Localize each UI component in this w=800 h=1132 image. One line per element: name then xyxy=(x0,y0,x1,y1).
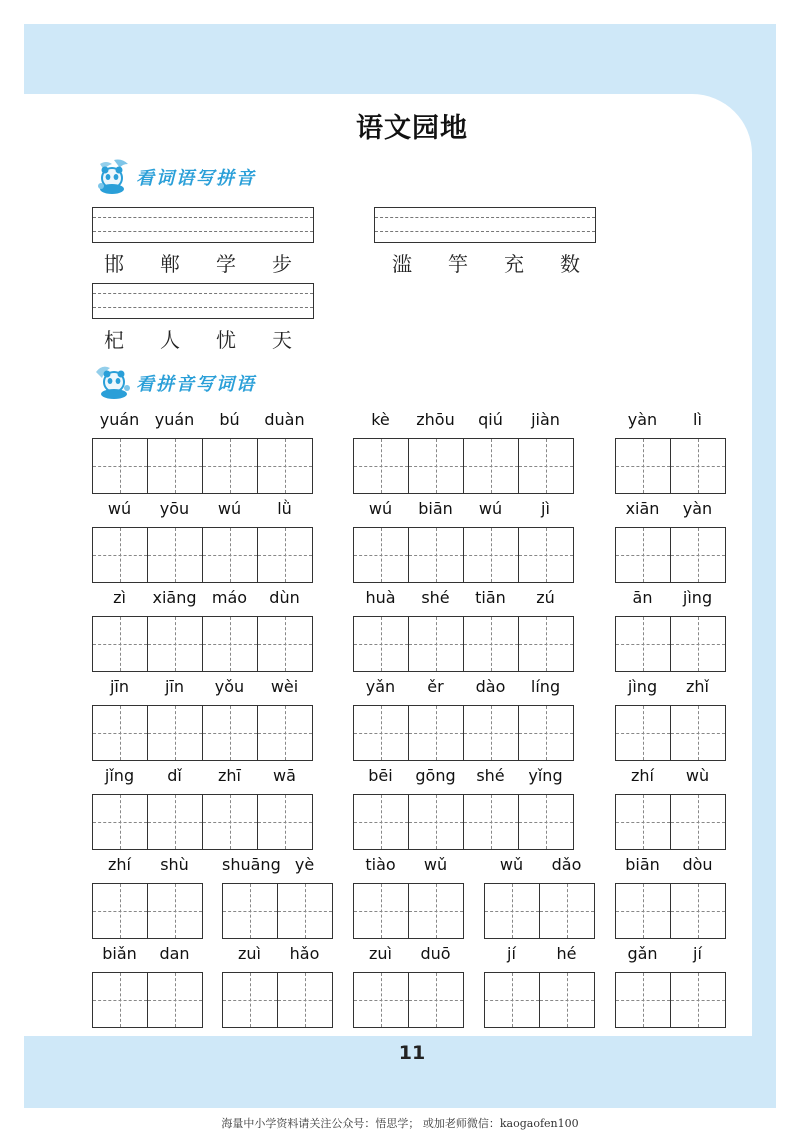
character-box[interactable] xyxy=(148,795,203,849)
pinyin-row xyxy=(92,410,312,436)
pinyin-text: zuì xyxy=(369,944,392,963)
character-box[interactable] xyxy=(258,528,313,582)
character-box[interactable] xyxy=(409,617,464,671)
pinyin-text: wù xyxy=(685,766,710,785)
pinyin-text: yè xyxy=(294,855,315,874)
character-box[interactable] xyxy=(485,884,540,938)
tian-grid-row xyxy=(353,972,464,1028)
tian-grid-row xyxy=(615,794,726,850)
character-box[interactable] xyxy=(409,884,464,938)
pinyin-row xyxy=(615,499,725,525)
word-group xyxy=(104,248,292,277)
section-label: 看词语写拼音 xyxy=(136,168,256,189)
word-char: 人 xyxy=(160,328,180,352)
tian-grid-row xyxy=(92,705,313,761)
tian-grid-row xyxy=(353,705,574,761)
pinyin-text: zhī xyxy=(218,766,241,785)
character-box[interactable] xyxy=(278,884,333,938)
pinyin-text: zú xyxy=(536,588,555,607)
tian-grid-row xyxy=(484,883,595,939)
word-char: 数 xyxy=(560,252,580,276)
tian-grid-row xyxy=(615,438,726,494)
character-box[interactable] xyxy=(671,617,726,671)
character-box[interactable] xyxy=(616,439,671,493)
character-box[interactable] xyxy=(671,973,726,1027)
character-box[interactable] xyxy=(671,884,726,938)
pinyin-text: jìng xyxy=(682,588,713,607)
character-box[interactable] xyxy=(540,884,595,938)
tian-grid-row xyxy=(615,705,726,761)
character-box[interactable] xyxy=(519,706,574,760)
character-box[interactable] xyxy=(354,884,409,938)
character-box[interactable] xyxy=(409,706,464,760)
character-box[interactable] xyxy=(616,884,671,938)
pinyin-text: shuāng xyxy=(222,855,281,874)
pinyin-row xyxy=(484,855,594,881)
pinyin-row xyxy=(222,855,332,881)
word-char: 忧 xyxy=(216,328,236,352)
pinyin-text: hǎo xyxy=(289,944,320,963)
character-box[interactable] xyxy=(203,706,258,760)
pinyin-text: biǎn xyxy=(102,944,137,963)
tian-grid-row xyxy=(615,616,726,672)
pinyin-row xyxy=(353,766,573,792)
pinyin-row xyxy=(353,499,573,525)
pinyin-text: shù xyxy=(160,855,189,874)
tian-grid-row xyxy=(615,527,726,583)
pinyin-text: wú xyxy=(107,499,132,518)
character-box[interactable] xyxy=(93,795,148,849)
character-box[interactable] xyxy=(671,706,726,760)
character-box[interactable] xyxy=(409,439,464,493)
character-box[interactable] xyxy=(258,795,313,849)
pinyin-text: zhǐ xyxy=(686,677,709,696)
character-box[interactable] xyxy=(519,439,574,493)
character-box[interactable] xyxy=(93,884,148,938)
tian-grid-row xyxy=(92,883,203,939)
pinyin-row xyxy=(615,766,725,792)
character-box[interactable] xyxy=(616,706,671,760)
character-box[interactable] xyxy=(616,528,671,582)
pinyin-text: shé xyxy=(476,766,505,785)
pinyin-text: tiān xyxy=(475,588,506,607)
character-box[interactable] xyxy=(519,528,574,582)
word-char: 滥 xyxy=(392,252,412,276)
pinyin-text: wèi xyxy=(270,677,299,696)
pinyin-text: wǔ xyxy=(499,855,524,874)
pinyin-text: qiú xyxy=(478,410,503,429)
pinyin-text: yuán xyxy=(99,410,140,429)
tian-grid-row xyxy=(484,972,595,1028)
word-char: 郸 xyxy=(160,252,180,276)
word-group xyxy=(104,324,292,353)
pinyin-text: xiān xyxy=(625,499,660,518)
character-box[interactable] xyxy=(148,439,203,493)
character-box[interactable] xyxy=(671,795,726,849)
word-group xyxy=(392,248,580,277)
pinyin-text: dòu xyxy=(682,855,713,874)
character-box[interactable] xyxy=(464,528,519,582)
character-box[interactable] xyxy=(409,973,464,1027)
pinyin-text: yǒu xyxy=(214,677,245,696)
section-label: 看拼音写词语 xyxy=(136,374,256,395)
character-box[interactable] xyxy=(203,617,258,671)
pinyin-row xyxy=(92,499,312,525)
tian-grid-row xyxy=(353,438,574,494)
pinyin-text: wú xyxy=(478,499,503,518)
pinyin-text: kè xyxy=(371,410,390,429)
tian-grid-row xyxy=(353,527,574,583)
tian-grid-row xyxy=(353,794,574,850)
pinyin-text: yǎn xyxy=(365,677,396,696)
character-box[interactable] xyxy=(464,795,519,849)
character-box[interactable] xyxy=(223,973,278,1027)
pinyin-text: huà xyxy=(365,588,396,607)
pinyin-text: yǐng xyxy=(528,766,563,785)
character-box[interactable] xyxy=(616,973,671,1027)
pinyin-row xyxy=(92,677,312,703)
pinyin-text: wǔ xyxy=(423,855,448,874)
word-char: 邯 xyxy=(104,252,124,276)
footer-note: 海量中小学资料请关注公众号：悟思学； 或加老师微信：kaogaofen100 xyxy=(221,1117,579,1130)
pinyin-text: wú xyxy=(217,499,242,518)
pinyin-text: biān xyxy=(625,855,660,874)
character-box[interactable] xyxy=(519,795,574,849)
pinyin-row xyxy=(615,855,725,881)
pinyin-row xyxy=(92,766,312,792)
pinyin-text: yàn xyxy=(627,410,658,429)
character-box[interactable] xyxy=(671,528,726,582)
pinyin-text: zhí xyxy=(631,766,654,785)
pinyin-text: zuì xyxy=(238,944,261,963)
character-box[interactable] xyxy=(223,884,278,938)
pinyin-text: hé xyxy=(556,944,577,963)
pinyin-row xyxy=(615,677,725,703)
pinyin-text: yōu xyxy=(159,499,190,518)
character-box[interactable] xyxy=(148,528,203,582)
character-box[interactable] xyxy=(354,973,409,1027)
character-box[interactable] xyxy=(354,439,409,493)
pinyin-text: líng xyxy=(530,677,561,696)
pinyin-text: zhí xyxy=(108,855,131,874)
pinyin-text: yàn xyxy=(682,499,713,518)
tian-grid-row xyxy=(353,616,574,672)
character-box[interactable] xyxy=(671,439,726,493)
word-char: 充 xyxy=(504,252,524,276)
pinyin-text: tiào xyxy=(365,855,396,874)
pinyin-text: dan xyxy=(159,944,190,963)
pinyin-box[interactable] xyxy=(374,207,596,243)
pinyin-text: dùn xyxy=(269,588,300,607)
character-box[interactable] xyxy=(485,973,540,1027)
character-box[interactable] xyxy=(540,973,595,1027)
pinyin-text: jìng xyxy=(627,677,658,696)
character-box[interactable] xyxy=(93,973,148,1027)
pinyin-text: bēi xyxy=(368,766,393,785)
pinyin-text: duàn xyxy=(264,410,305,429)
word-char: 学 xyxy=(216,252,236,276)
character-box[interactable] xyxy=(148,884,203,938)
pinyin-text: dào xyxy=(475,677,506,696)
character-box[interactable] xyxy=(354,617,409,671)
tian-grid-row xyxy=(92,794,313,850)
pinyin-text: wú xyxy=(368,499,393,518)
character-box[interactable] xyxy=(354,528,409,582)
pinyin-text: jí xyxy=(507,944,516,963)
tian-grid-row xyxy=(615,972,726,1028)
character-box[interactable] xyxy=(616,795,671,849)
character-box[interactable] xyxy=(409,795,464,849)
pinyin-row xyxy=(222,944,332,970)
pinyin-text: biān xyxy=(418,499,453,518)
pinyin-text: jīn xyxy=(164,677,185,696)
character-box[interactable] xyxy=(464,706,519,760)
character-box[interactable] xyxy=(93,528,148,582)
page-number: 11 xyxy=(398,1042,426,1064)
tian-grid-row xyxy=(353,883,464,939)
pinyin-row xyxy=(615,588,725,614)
pinyin-text: máo xyxy=(211,588,248,607)
character-box[interactable] xyxy=(148,973,203,1027)
pinyin-text: gǎn xyxy=(627,944,658,963)
pinyin-text: bú xyxy=(219,410,240,429)
pinyin-box[interactable] xyxy=(92,283,314,319)
pinyin-text: zhōu xyxy=(416,410,455,429)
character-box[interactable] xyxy=(278,973,333,1027)
character-box[interactable] xyxy=(203,795,258,849)
character-box[interactable] xyxy=(464,617,519,671)
pinyin-text: lì xyxy=(693,410,702,429)
tian-grid-row xyxy=(92,438,313,494)
character-box[interactable] xyxy=(616,617,671,671)
character-box[interactable] xyxy=(409,528,464,582)
tian-grid-row xyxy=(615,883,726,939)
character-box[interactable] xyxy=(258,706,313,760)
character-box[interactable] xyxy=(258,617,313,671)
pinyin-row xyxy=(353,944,463,970)
pinyin-text: zì xyxy=(113,588,126,607)
pinyin-text: ěr xyxy=(427,677,444,696)
panda-icon xyxy=(92,158,136,194)
word-char: 竽 xyxy=(448,252,468,276)
tian-grid-row xyxy=(92,527,313,583)
pinyin-row xyxy=(615,410,725,436)
pinyin-row xyxy=(615,944,725,970)
pinyin-text: yuán xyxy=(154,410,195,429)
pinyin-text: gōng xyxy=(415,766,456,785)
tian-grid-row xyxy=(222,883,333,939)
pinyin-text: lǜ xyxy=(277,499,292,518)
pinyin-text: jì xyxy=(541,499,550,518)
character-box[interactable] xyxy=(203,528,258,582)
pinyin-text: xiāng xyxy=(152,588,197,607)
pinyin-text: ān xyxy=(632,588,653,607)
pinyin-row xyxy=(353,410,573,436)
character-box[interactable] xyxy=(93,439,148,493)
pinyin-text: jí xyxy=(693,944,702,963)
page-title: 语文园地 xyxy=(356,113,468,144)
character-box[interactable] xyxy=(148,706,203,760)
character-box[interactable] xyxy=(519,617,574,671)
pinyin-text: dǐ xyxy=(167,766,182,785)
pinyin-row xyxy=(353,855,463,881)
pinyin-row xyxy=(353,677,573,703)
tian-grid-row xyxy=(92,616,313,672)
character-box[interactable] xyxy=(203,439,258,493)
pinyin-text: jiàn xyxy=(531,410,560,429)
pinyin-row xyxy=(353,588,573,614)
character-box[interactable] xyxy=(148,617,203,671)
word-char: 天 xyxy=(272,328,292,352)
character-box[interactable] xyxy=(93,706,148,760)
pinyin-row xyxy=(92,855,202,881)
tian-grid-row xyxy=(222,972,333,1028)
character-box[interactable] xyxy=(258,439,313,493)
character-box[interactable] xyxy=(354,795,409,849)
pinyin-text: dǎo xyxy=(551,855,582,874)
pinyin-text: jǐng xyxy=(104,766,135,785)
pinyin-text: shé xyxy=(421,588,450,607)
pinyin-row xyxy=(92,588,312,614)
panda-icon xyxy=(92,364,136,400)
character-box[interactable] xyxy=(464,439,519,493)
word-char: 杞 xyxy=(104,328,124,352)
pinyin-row xyxy=(484,944,594,970)
tian-grid-row xyxy=(92,972,203,1028)
pinyin-box[interactable] xyxy=(92,207,314,243)
pinyin-text: wā xyxy=(273,766,296,785)
pinyin-text: jīn xyxy=(109,677,130,696)
character-box[interactable] xyxy=(93,617,148,671)
pinyin-text: duō xyxy=(420,944,451,963)
word-char: 步 xyxy=(272,252,292,276)
character-box[interactable] xyxy=(354,706,409,760)
pinyin-row xyxy=(92,944,202,970)
